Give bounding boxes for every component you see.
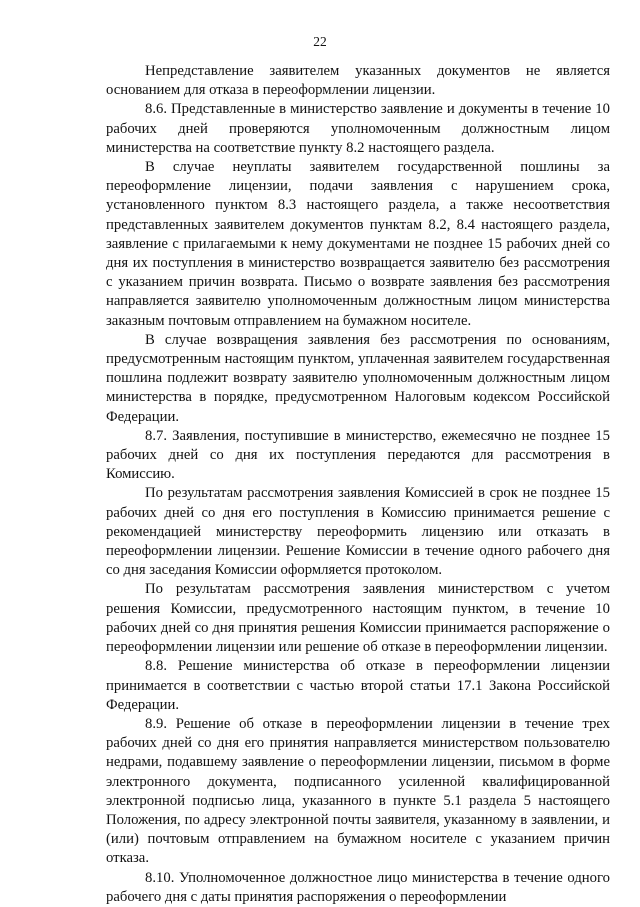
paragraph-8-7: 8.7. Заявления, поступившие в министерство, ежемесячно не позднее 15 рабочих дней со дня их поступления передаются для рассмотрения в Комиссию. (106, 427, 610, 483)
paragraph-8-9: 8.9. Решение об отказе в переоформлении лицензии в течение трех рабочих дней со дня его принятия направляется министерством пользователю недрами, подавшему заявление о переоформлении лицензии, письмом в форме электронного документа, подписанного усиленной квалифицированной электронной подписью лица, указанного в пункте 5.1 раздела 5 настоящего Положения, по адресу электронной почты заявителя, указанному в заявлении, и (или) почтовым отправлением на бумажном носителе с указанием причин отказа. (106, 715, 610, 867)
paragraph-ministry-order: По результатам рассмотрения заявления министерством с учетом решения Комиссии, предусмотренного настоящим пунктом, в течение 10 рабочих дней со дня принятия решения Комиссии принимается распоряжение о переоформлении лицензии или решение об отказе в переоформлении лицензии. (106, 581, 610, 656)
page-number: 22 (313, 34, 327, 49)
paragraph-8-6: 8.6. Представленные в министерство заявление и документы в течение 10 рабочих дней проверяются уполномоченным должностным лицом министерства на соответствие пункту 8.2 настоящего раздела. (106, 101, 610, 156)
paragraph-nonpayment-return: В случае неуплаты заявителем государственной пошлины за переоформление лицензии, подачи заявления с нарушением срока, установленного пунктом 8.3 настоящего раздела, а также несоответствия представленных заявителем документов пунктам 8.2, 8.4 настоящего раздела, заявление с прилагаемыми к нему документами не позднее 15 рабочих дней со дня их поступления в министерство возвращается заявителю без рассмотрения с указанием причин возврата. Письмо о возврате заявления без рассмотрения направляется заявителю уполномоченным должностным лицом министерства заказным почтовым отправлением на бумажном носителе. (106, 159, 610, 329)
document-body (106, 62, 610, 907)
paragraph-commission-decision: По результатам рассмотрения заявления Комиссией в срок не позднее 15 рабочих дней со дня его поступления в Комиссию принимается решение с рекомендацией министерству переоформить лицензию или отказать в переоформлении лицензии. Решение Комиссии в течение одного рабочего дня со дня заседания Комиссии оформляется протоколом. (106, 485, 610, 579)
paragraph-documents-not-grounds: Непредставление заявителем указанных документов не является основанием для отказа в переоформлении лицензии. (106, 63, 610, 99)
paragraph-8-10: 8.10. Уполномоченное должностное лицо министерства в течение одного рабочего дня с даты принятия распоряжения о переоформлении (106, 869, 610, 905)
paragraph-fee-refund: В случае возвращения заявления без рассмотрения по основаниям, предусмотренным настоящим пунктом, уплаченная заявителем государственная пошлина подлежит возврату заявителю уполномоченным должностным лицом министерства в порядке, предусмотренном Налоговым кодексом Российской Федерации. (106, 331, 610, 425)
paragraph-8-8: 8.8. Решение министерства об отказе в переоформлении лицензии принимается в соответствии с частью второй статьи 17.1 Закона Российской Федерации. (106, 658, 610, 713)
